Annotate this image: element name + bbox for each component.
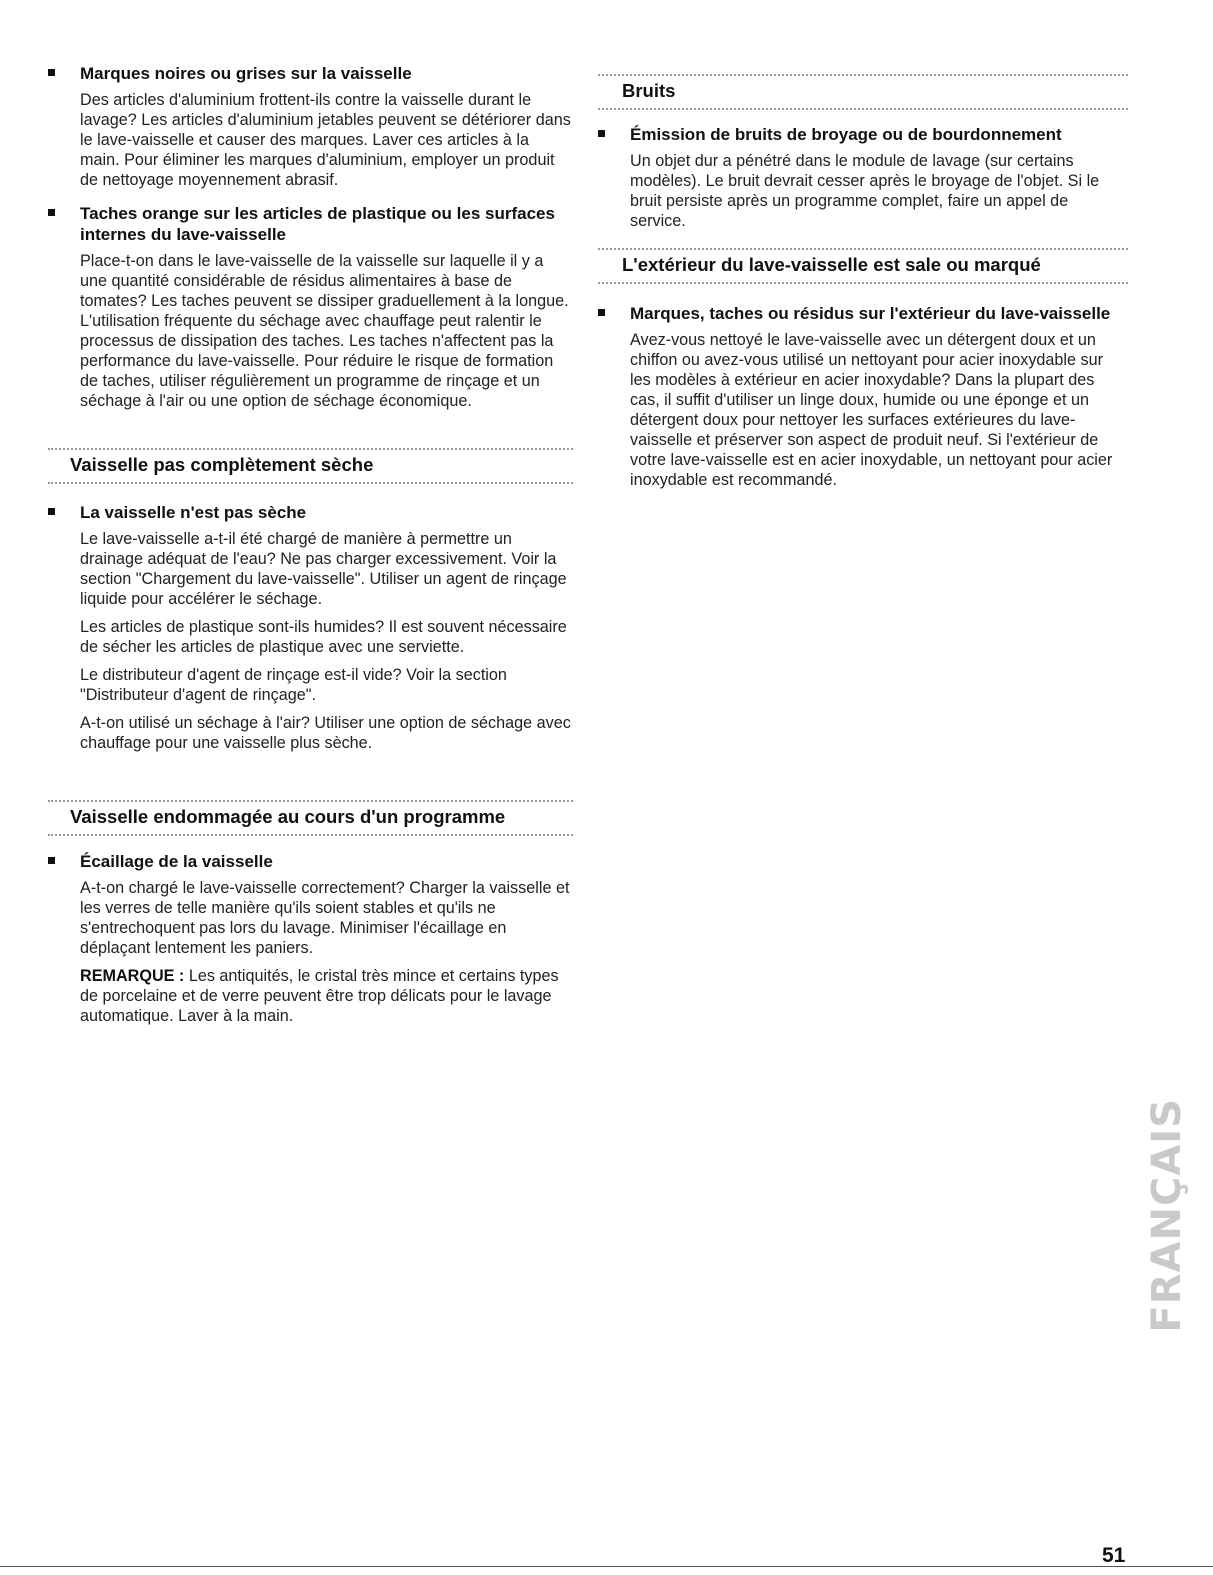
- paragraph: Avez-vous nettoyé le lave-vaisselle avec un détergent doux et un chiffon ou avez-vous utilisé un nettoyant pour acier inoxydable sur les modèles à extérieur en acier inoxydable? Dans la plupart des cas, il suffit d'utiliser un linge doux, humide ou une éponge et un détergent doux pour nettoyer les surfaces extérieures du lave-vaisselle et préserver son aspect de produit neuf. Si l'extérieur de votre lave-vaisselle est en acier inoxydable, un nettoyant pour acier inoxydable est recommandé.: [630, 331, 1113, 489]
- paragraph: Les articles de plastique sont-ils humides? Il est souvent nécessaire de sécher les articles de plastique avec une serviette.: [80, 618, 567, 656]
- section-title: Vaisselle pas complètement sèche: [70, 454, 374, 475]
- language-side-tab: [1144, 1080, 1190, 1350]
- item-orange-stains: [48, 203, 573, 411]
- section-divider: [48, 800, 573, 802]
- bullet-heading: [598, 303, 1128, 324]
- section-damaged: [48, 800, 573, 836]
- bullet-heading: [48, 502, 573, 523]
- item-black-marks: [48, 63, 573, 190]
- section-title: Vaisselle endommagée au cours d'un programme: [70, 806, 506, 827]
- footer-rule: [0, 1566, 1213, 1567]
- note-text: Les antiquités, le cristal très mince et certains types de porcelaine et de verre peuvent être trop délicats pour le lavage automatique. Laver à la main.: [80, 967, 559, 1025]
- section-divider: [48, 482, 573, 484]
- section-divider: [598, 74, 1128, 76]
- heading-text: Écaillage de la vaisselle: [80, 852, 273, 871]
- section-divider: [598, 108, 1128, 110]
- paragraph: A-t-on utilisé un séchage à l'air? Utiliser une option de séchage avec chauffage pour une vaisselle plus sèche.: [80, 714, 571, 752]
- section-not-dry: [48, 448, 573, 484]
- section-divider: [48, 834, 573, 836]
- paragraph: Place-t-on dans le lave-vaisselle de la vaisselle sur laquelle il y a une quantité considérable de résidus alimentaires à base de tomates? Les taches peuvent se dissiper graduellement à la longue. L'utilisation fréquente du séchage avec chauffage peut ralentir le processus de dissipation des taches. Les taches n'affectent pas la performance du lave-vaisselle. Pour réduire le risque de formation de taches, utiliser régulièrement un programme de rinçage et un séchage à l'air ou une option de séchage économique.: [80, 252, 569, 410]
- bullet-heading: [598, 124, 1128, 145]
- item-exterior-marks: [598, 303, 1128, 490]
- section-noises: [598, 74, 1128, 110]
- section-divider: [598, 248, 1128, 250]
- section-title: Bruits: [622, 80, 676, 101]
- side-tab-label: FRANÇAIS: [1144, 1097, 1190, 1333]
- page-number: 51: [1102, 1544, 1126, 1567]
- section-divider: [48, 448, 573, 450]
- paragraph: A-t-on chargé le lave-vaisselle correctement? Charger la vaisselle et les verres de telle manière qu'ils soient stables et qu'ils ne s'entrechoquent pas lors du lavage. Minimiser l'écaillage en déplaçant lentement les paniers.: [80, 879, 570, 957]
- paragraph: Le distributeur d'agent de rinçage est-il vide? Voir la section "Distributeur d'agent de rinçage".: [80, 666, 507, 704]
- section-title: L'extérieur du lave-vaisselle est sale ou marqué: [622, 254, 1041, 275]
- bullet-square-icon: [598, 130, 605, 137]
- heading-text: Taches orange sur les articles de plastique ou les surfaces internes du lave-vaisselle: [80, 204, 555, 244]
- bullet-heading: [48, 63, 573, 84]
- section-exterior: [598, 248, 1128, 284]
- heading-text: La vaisselle n'est pas sèche: [80, 503, 307, 522]
- heading-text: Marques, taches ou résidus sur l'extérieur du lave-vaisselle: [630, 304, 1111, 323]
- bullet-square-icon: [48, 508, 55, 515]
- bullet-square-icon: [598, 309, 605, 316]
- heading-text: Marques noires ou grises sur la vaisselle: [80, 64, 412, 83]
- bullet-square-icon: [48, 857, 55, 864]
- paragraph: Le lave-vaisselle a-t-il été chargé de manière à permettre un drainage adéquat de l'eau? Ne pas charger excessivement. Voir la section "Chargement du lave-vaisselle". Utiliser un agent de rinçage liquide pour accélérer le séchage.: [80, 530, 567, 608]
- paragraph: Des articles d'aluminium frottent-ils contre la vaisselle durant le lavage? Les articles d'aluminium jetables peuvent se détériorer dans le lave-vaisselle et causer des marques. Laver ces articles à la main. Pour éliminer les marques d'aluminium, employer un produit de nettoyage moyennement abrasif.: [80, 91, 571, 189]
- note-paragraph: [80, 966, 573, 1026]
- heading-text: Émission de bruits de broyage ou de bourdonnement: [630, 125, 1062, 144]
- note-label: REMARQUE :: [80, 967, 185, 985]
- item-chipping: [48, 851, 573, 1026]
- paragraph: Un objet dur a pénétré dans le module de lavage (sur certains modèles). Le bruit devrait cesser après le broyage de l'objet. Si le bruit persiste après un programme complet, faire un appel de service.: [630, 152, 1100, 230]
- item-grinding-noise: [598, 124, 1128, 231]
- bullet-heading: [48, 203, 573, 245]
- bullet-square-icon: [48, 69, 55, 76]
- bullet-square-icon: [48, 209, 55, 216]
- bullet-heading: [48, 851, 573, 872]
- section-divider: [598, 282, 1128, 284]
- item-dishes-not-dry: [48, 502, 573, 753]
